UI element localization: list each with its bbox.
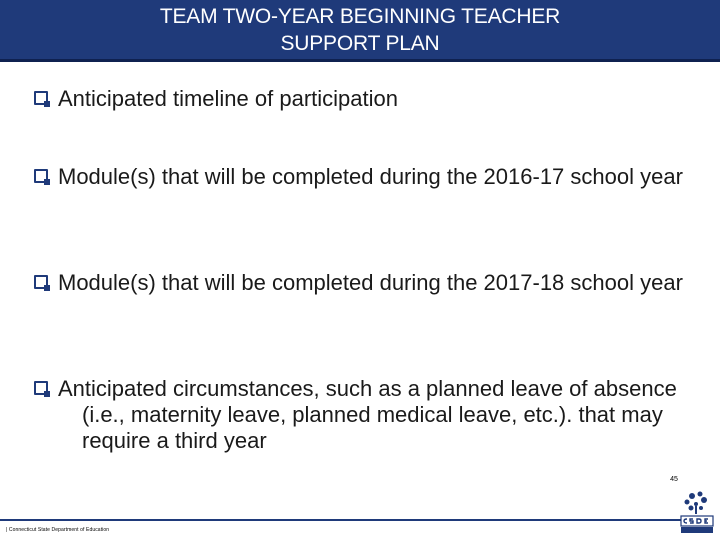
checkbox-icon bbox=[34, 91, 48, 105]
page-number: 45 bbox=[670, 476, 678, 483]
footer-rule bbox=[0, 519, 692, 521]
bullet-item-modules-2016-17 bbox=[34, 164, 704, 190]
bullet-text: Anticipated circumstances, such as a planned leave of absence (i.e., maternity leave, planned medical leave, etc.). that may require a third year bbox=[58, 376, 677, 453]
bullet-text: Anticipated timeline of participation bbox=[58, 86, 398, 111]
checkbox-icon bbox=[34, 381, 48, 395]
bullet-item-third-year bbox=[34, 376, 704, 454]
bullet-item-timeline bbox=[34, 86, 704, 112]
slide-title-line-2: SUPPORT PLAN bbox=[280, 31, 440, 55]
checkbox-icon bbox=[34, 275, 48, 289]
checkbox-icon bbox=[34, 169, 48, 183]
bullet-text: Module(s) that will be completed during the 2017-18 school year bbox=[58, 270, 683, 295]
csde-logo-icon bbox=[678, 486, 718, 540]
bullet-item-modules-2017-18 bbox=[34, 270, 704, 296]
title-bar bbox=[0, 0, 720, 62]
footer-org-text: | Connecticut State Department of Education bbox=[6, 527, 110, 533]
slide-title-line-1: TEAM TWO-YEAR BEGINNING TEACHER bbox=[159, 4, 561, 28]
bullet-text: Module(s) that will be completed during the 2016-17 school year bbox=[58, 164, 683, 189]
